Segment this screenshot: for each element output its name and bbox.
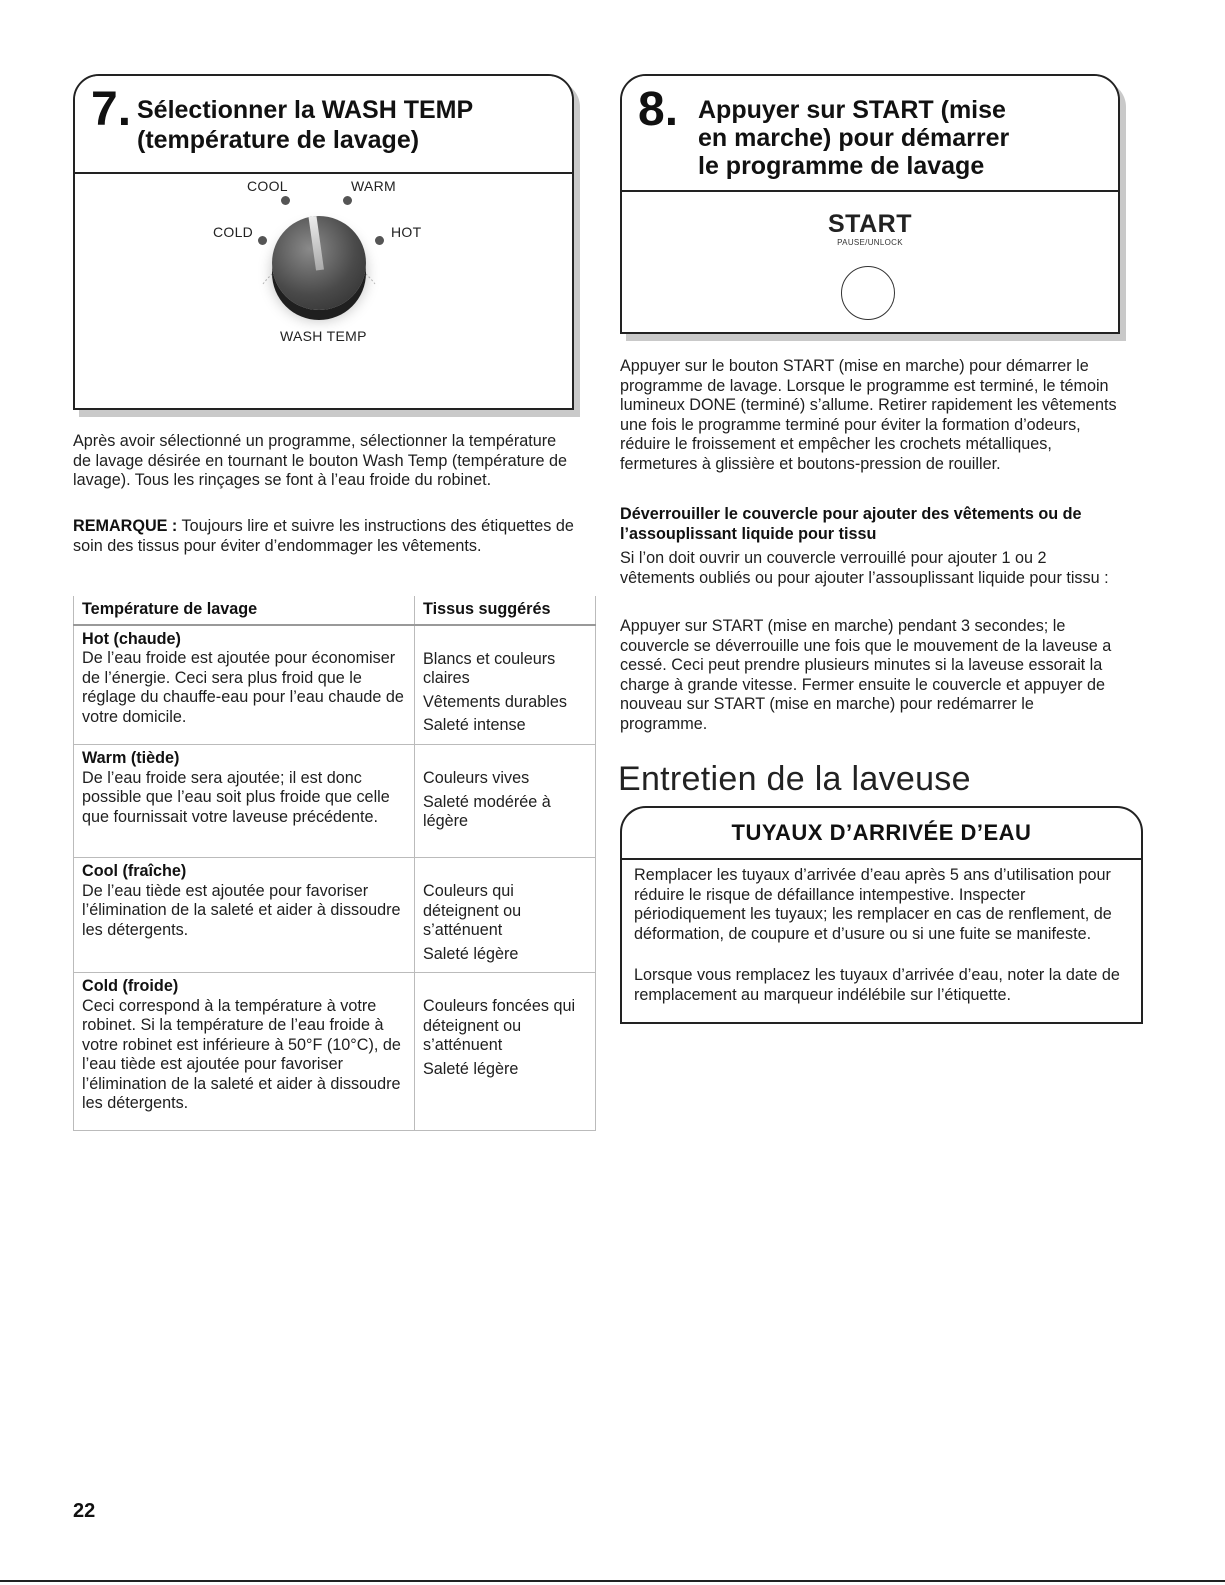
fabric-item: Blancs et couleurs claires bbox=[423, 649, 556, 687]
note-label: REMARQUE : bbox=[73, 517, 178, 535]
water-hoses-panel bbox=[620, 806, 1143, 1024]
water-hoses-paragraph-1: Remplacer les tuyaux d’arrivée d’eau après 5 ans d’utilisation pour réduire le risque de défaillance intempestive. Inspecter périodiquement les tuyaux; les remplacer en cas de renflement, de déformation, de coupure et d’usure ou si une fuite se manifeste. bbox=[634, 866, 1112, 943]
hot-label: HOT bbox=[391, 224, 422, 240]
step8-title-line3: le programme de lavage bbox=[698, 152, 985, 180]
fabric-item: Saleté légère bbox=[423, 944, 519, 963]
fabric-item: Vêtements durables bbox=[423, 692, 567, 711]
row-description: Ceci correspond à la température à votre robinet. Si la température de l’eau froide à votre robinet est inférieure à 50°F (10°C), de l’eau tiède est ajoutée pour favoriser l’élimination de la saleté et aider à dissoudre les détergents. bbox=[82, 996, 401, 1112]
row-title: Cold (froide) bbox=[82, 977, 179, 995]
water-hoses-title: TUYAUX D’ARRIVÉE D’EAU bbox=[622, 808, 1141, 860]
step7-paragraph: Après avoir sélectionné un programme, sélectionner la température de lavage désirée en tournant le bouton Wash Temp (température de lavage). Tous les rinçages se font à l’eau froide du robinet. bbox=[73, 432, 568, 489]
header-fabrics: Tissus suggérés bbox=[415, 596, 596, 625]
step7-title-line1: Sélectionner la WASH TEMP bbox=[137, 96, 474, 124]
header-temperature: Température de lavage bbox=[74, 596, 415, 625]
table-row bbox=[74, 973, 596, 1131]
step8-title-line2: en marche) pour démarrer bbox=[698, 124, 1010, 152]
table-row bbox=[74, 745, 596, 858]
row-title: Hot (chaude) bbox=[82, 629, 181, 648]
unlock-paragraph-1: Si l’on doit ouvrir un couvercle verrouillé pour ajouter 1 ou 2 vêtements oubliés ou pour ajouter l’assouplissant liquide pour tissu : bbox=[620, 549, 1109, 587]
start-button-sublabel: PAUSE/UNLOCK bbox=[837, 238, 903, 247]
step7-note bbox=[73, 517, 575, 556]
wash-temp-knob[interactable] bbox=[272, 216, 366, 310]
start-button-label: START bbox=[828, 210, 912, 238]
step8-panel bbox=[620, 74, 1120, 334]
step8-number: 8. bbox=[638, 83, 679, 136]
cold-indicator-dot bbox=[258, 236, 267, 245]
table-row bbox=[74, 858, 596, 973]
step8-header bbox=[622, 76, 1118, 192]
water-hoses-paragraph-2: Lorsque vous remplacez les tuyaux d’arrivée d’eau, noter la date de remplacement au marqueur indélébile sur l’étiquette. bbox=[634, 966, 1120, 1004]
cold-label: COLD bbox=[213, 224, 254, 240]
row-description: De l’eau froide sera ajoutée; il est donc possible que l’eau soit plus froide que celle que fournissait votre laveuse précédente. bbox=[82, 768, 390, 826]
warm-indicator-dot bbox=[343, 196, 352, 205]
warm-label: WARM bbox=[351, 178, 397, 194]
maintenance-heading: Entretien de la laveuse bbox=[618, 760, 971, 798]
knob-pointer bbox=[308, 216, 324, 271]
fabric-item: Saleté intense bbox=[423, 716, 526, 734]
wash-temp-dial-area bbox=[75, 174, 572, 408]
step8-title-line1: Appuyer sur START (mise bbox=[698, 96, 1006, 124]
cool-label: COOL bbox=[247, 178, 288, 194]
step7-title-line2: (température de lavage) bbox=[137, 126, 420, 154]
fabric-item: Couleurs vives bbox=[423, 769, 530, 787]
table-row bbox=[74, 625, 596, 745]
wash-temp-caption: WASH TEMP bbox=[280, 328, 367, 344]
unlock-paragraph-2: Appuyer sur START (mise en marche) pendant 3 secondes; le couvercle se déverrouille une fois que le mouvement de la laveuse a cessé. Ceci peut prendre plusieurs minutes si la laveuse essorait la charge à grande vitesse. Fermer ensuite le couvercle et appuyer de nouveau sur START (mise en marche) pour redémarrer le programme. bbox=[620, 617, 1112, 733]
row-title: Cool (fraîche) bbox=[82, 862, 187, 880]
fabric-item: Couleurs foncées qui déteignent ou s’atténuent bbox=[423, 997, 576, 1054]
fabric-item: Saleté légère bbox=[423, 1059, 519, 1078]
unlock-heading: Déverrouiller le couvercle pour ajouter des vêtements ou de l’assouplissant liquide pour tissu bbox=[620, 505, 1082, 543]
fabric-item: Couleurs qui déteignent ou s’atténuent bbox=[423, 882, 522, 939]
hot-indicator-dot bbox=[375, 236, 384, 245]
row-description: De l’eau froide est ajoutée pour économiser de l’énergie. Ceci sera plus froid que le réglage du chauffe-eau pour l’eau chaude de votre domicile. bbox=[82, 649, 404, 726]
cool-indicator-dot bbox=[281, 196, 290, 205]
step7-header bbox=[75, 76, 572, 174]
fabric-item: Saleté modérée à légère bbox=[423, 792, 551, 830]
row-title: Warm (tiède) bbox=[82, 749, 180, 767]
table-header-row bbox=[74, 596, 596, 625]
step7-number: 7. bbox=[91, 83, 132, 136]
note-text: Toujours lire et suivre les instructions des étiquettes de soin des tissus pour éviter d’endommager les vêtements. bbox=[73, 517, 574, 555]
bottom-rule bbox=[0, 1580, 1225, 1582]
wash-temp-table bbox=[73, 596, 596, 1131]
row-description: De l’eau tiède est ajoutée pour favoriser l’élimination de la saleté et aider à dissoudre les détergents. bbox=[82, 881, 401, 939]
step8-paragraph: Appuyer sur le bouton START (mise en marche) pour démarrer le programme de lavage. Lorsque le programme est terminé, le témoin lumineux DONE (terminé) s’allume. Retirer rapidement les vêtements une fois le programme terminé pour éviter la formation d’odeurs, réduire le froissement et empêcher les crochets métalliques, fermetures à glissière et boutons-pression de rouiller. bbox=[620, 357, 1117, 473]
page-number: 22 bbox=[73, 1500, 96, 1522]
start-button[interactable] bbox=[841, 266, 895, 320]
step7-panel bbox=[73, 74, 574, 410]
